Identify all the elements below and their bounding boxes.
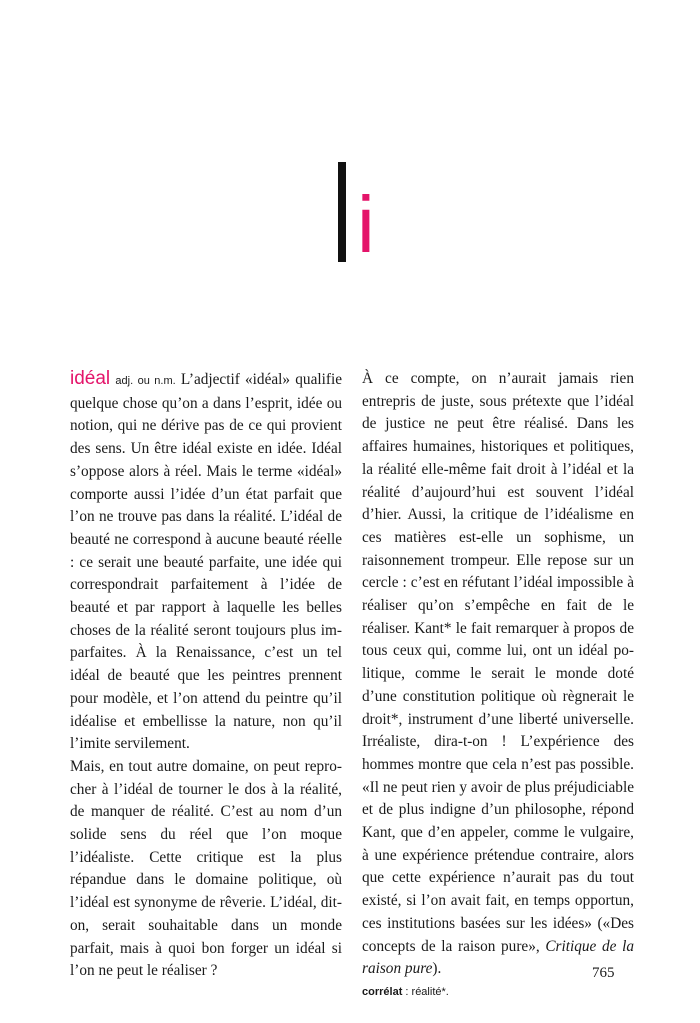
correlat-separator: :	[402, 985, 412, 998]
chapter-letter: i	[357, 180, 375, 269]
correlat-link: réalité*.	[411, 985, 449, 998]
right-column	[362, 368, 634, 1001]
entry-paragraph-1	[70, 368, 342, 756]
citation-end: ).	[432, 960, 442, 978]
entry-paragraph-3	[362, 368, 634, 981]
entry-paragraph-2: Mais, en tout autre domaine, on peut reprocher à l’idéal de tourner le dos à la réalité, de manquer de réalité. C’est au nom d’un solide sens du réel que l’on moque l’idéaliste. Cette critique est la plus répandue dans le domaine politique, où l’idéal est synonyme de rêverie. L’idéal, dit-on, serait souhaitable dans un monde parfait, mais à quoi bon forger un idéal si l’on ne peut le réaliser ?	[70, 757, 342, 980]
left-column	[70, 368, 342, 983]
citation-title: Critique de la raison pure	[362, 937, 635, 978]
chapter-letter-bar	[338, 162, 346, 262]
chapter-letter-mark	[338, 162, 378, 269]
correlat-label: corrélat	[362, 985, 403, 998]
entry-text-1: L’adjectif «idéal» qualifie quelque chose qu’on a dans l’esprit, idée ou notion, qui ne dérive pas de ce qui provient des sens. Un être idéal existe en idée. Idéal s’oppose alors à réel. Mais le terme «idéal» comporte aussi l’idée d’un état parfait que l’on ne trouve pas dans la réalité. L’idéal de beauté ne correspond à aucune beauté réelle : ce serait une beauté parfaite, une idée qui correspondrait parfaitement à l’idée de beauté et par rapport à laquelle les belles choses de la réalité seront toujours plus imparfaites. À la Renaissance, c’est un tel idéal de beauté que les peintres prennent pour modèle, et l’on attend du peintre qu’il idéalise et embellisse la nature, non qu’il l’imite servilement.	[70, 371, 342, 753]
correlat-line	[362, 983, 634, 1001]
entry-grammar: adj. ou n.m.	[115, 375, 176, 387]
page-number: 765	[592, 965, 615, 981]
entry-headword: idéal	[70, 368, 111, 389]
entry-text-3: À ce compte, on n’aurait jamais rien entrepris de juste, sous prétexte que l’idéal de justice ne peut être réalisé. Dans les affaires humaines, historiques et politiques, la réalité elle-même fait droit à l’idéal et la réalité d’aujourd’hui est souvent l’idéal d’hier. Aussi, la critique de l’idéalisme en ces matières est-elle un sophisme, un raisonnement trompeur. Elle repose sur un cercle : c’est en réfutant l’idéal impossible à réaliser qu’on s’empêche en fait de le réaliser. Kant* le fait remarquer à propos de tous ceux qui, comme lui, ont un idéal politique, comme le serait le monde doté d’une constitution politique où règnerait le droit*, instrument d’une liberté universelle. Irréaliste, dira-t-on ! L’expérience des hommes montre que cela n’est pas possible. «Il ne peut rien y avoir de plus préjudiciable et de plus indigne d’un philosophe, répond Kant, que d’en appeler, comme le vulgaire, à une expérience prétendue contraire, alors que cette expérience n’aurait pas du tout existé, si l’on avait fait, en temps opportun, ces institutions basées sur les idées» («Des concepts de la raison pure»,	[362, 370, 634, 955]
